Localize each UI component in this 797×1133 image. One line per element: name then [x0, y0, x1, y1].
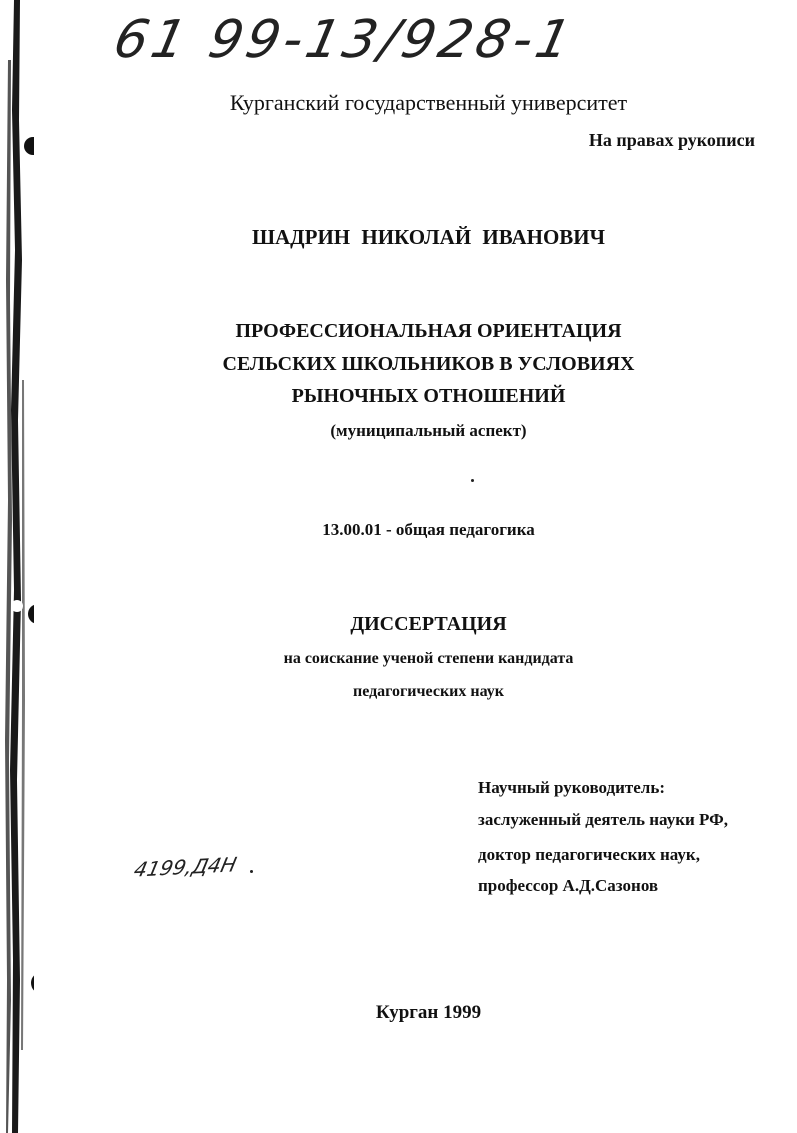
- advisor-honorary-title: заслуженный деятель науки РФ,: [478, 810, 728, 829]
- title-line-3: РЫНОЧНЫХ ОТНОШЕНИЙ: [291, 385, 566, 407]
- archive-handwritten-number: 61 99-13/928-1: [108, 10, 580, 70]
- scanned-binding-edge: [0, 0, 34, 1133]
- handwritten-inventory-note: 4199,Д4Н: [131, 852, 239, 882]
- specialty-code: 13.00.01 - общая педагогика: [322, 520, 535, 539]
- advisor-degree: доктор педагогических наук,: [478, 845, 700, 864]
- city-and-year: Курган 1999: [375, 1002, 482, 1023]
- document-type-heading: ДИССЕРТАЦИЯ: [350, 613, 507, 635]
- degree-line-1: на соискание ученой степени кандидата: [283, 650, 574, 667]
- author-name: ШАДРИН НИКОЛАЙ ИВАНОВИЧ: [251, 225, 606, 249]
- degree-line-2: педагогических наук: [352, 683, 505, 700]
- advisor-heading: Научный руководитель:: [478, 778, 665, 797]
- title-subtitle: (муниципальный аспект): [330, 421, 527, 440]
- manuscript-rights-note: На правах рукописи: [588, 130, 755, 150]
- advisor-name: профессор А.Д.Сазонов: [478, 876, 659, 895]
- title-line-2: СЕЛЬСКИХ ШКОЛЬНИКОВ В УСЛОВИЯХ: [222, 353, 635, 375]
- university-name: Курганский государственный университет: [229, 90, 628, 115]
- scan-speck: [471, 479, 474, 482]
- scan-speck: [250, 870, 253, 873]
- title-line-1: ПРОФЕССИОНАЛЬНАЯ ОРИЕНТАЦИЯ: [235, 320, 622, 342]
